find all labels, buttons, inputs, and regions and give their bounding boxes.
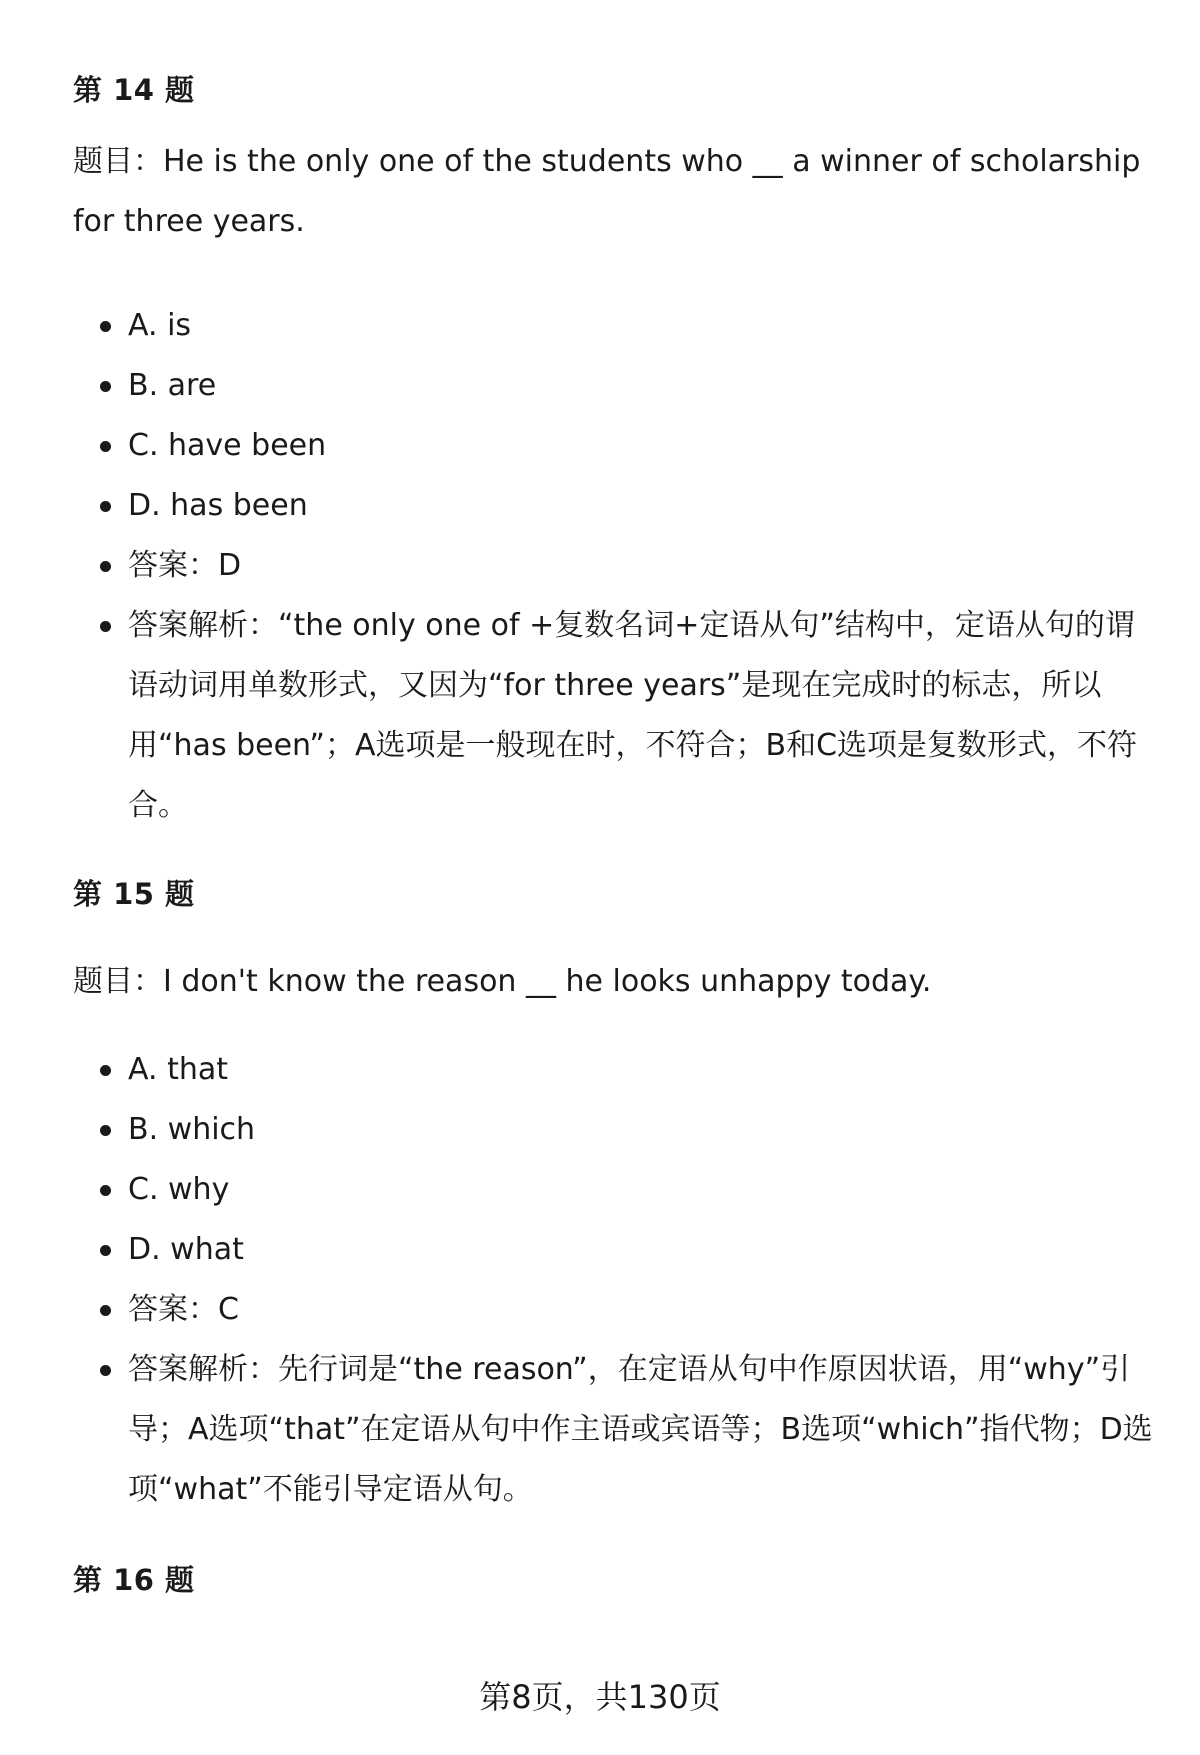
option-text: D. what [128,1232,244,1267]
bullet-icon [100,561,111,572]
bullet-icon [100,1065,111,1076]
question-14-options [73,296,1153,836]
question-14-explanation [73,596,1153,836]
option-text: B. which [128,1112,256,1147]
bullet-icon [100,441,111,452]
question-14-option-a [73,296,1153,356]
bullet-icon [100,1365,111,1376]
bullet-icon [100,381,111,392]
explanation-text: 答案解析：先行词是“the reason”，在定语从句中作原因状语，用“why”引导；A选项“that”在定语从句中作主语或宾语等；B选项“which”指代物；D选项“what”不能引导定语从句。 [128,1352,1153,1507]
page-number: 第8页，共130页 [479,1678,721,1716]
option-text: A. that [128,1052,228,1087]
question-15-explanation [73,1340,1153,1520]
bullet-icon [100,321,111,332]
option-text: A. is [128,308,192,343]
question-15-heading: 第 15 题 [73,877,195,911]
question-15-options [73,1040,1153,1520]
question-14-option-d [73,476,1153,536]
question-14-answer [73,536,1153,596]
bullet-icon [100,501,111,512]
bullet-icon [100,1185,111,1196]
bullet-icon [100,621,111,632]
question-15-option-a [73,1040,1153,1100]
question-15-option-b [73,1100,1153,1160]
bullet-icon [100,1305,111,1316]
question-15-option-d [73,1220,1153,1280]
answer-text: 答案：D [128,548,242,583]
question-14-prompt: 题目：He is the only one of the students who __ a winner of scholarship for three years. [73,144,1141,239]
option-text: D. has been [128,488,308,523]
question-14-option-c [73,416,1153,476]
question-14-heading: 第 14 题 [73,73,195,107]
question-15-answer [73,1280,1153,1340]
option-text: C. why [128,1172,230,1207]
option-text: C. have been [128,428,327,463]
bullet-icon [100,1245,111,1256]
bullet-icon [100,1125,111,1136]
explanation-text: 答案解析：“the only one of +复数名词+定语从句”结构中，定语从句的谓语动词用单数形式，又因为“for three years”是现在完成时的标志，所以用“has been”；A选项是一般现在时，不符合；B和C选项是复数形式，不符合。 [128,608,1138,823]
option-text: B. are [128,368,217,403]
answer-text: 答案：C [128,1292,239,1327]
question-16-heading: 第 16 题 [73,1563,195,1597]
question-15-option-c [73,1160,1153,1220]
question-15-prompt: 题目：I don't know the reason __ he looks unhappy today. [73,964,932,999]
question-14-option-b [73,356,1153,416]
